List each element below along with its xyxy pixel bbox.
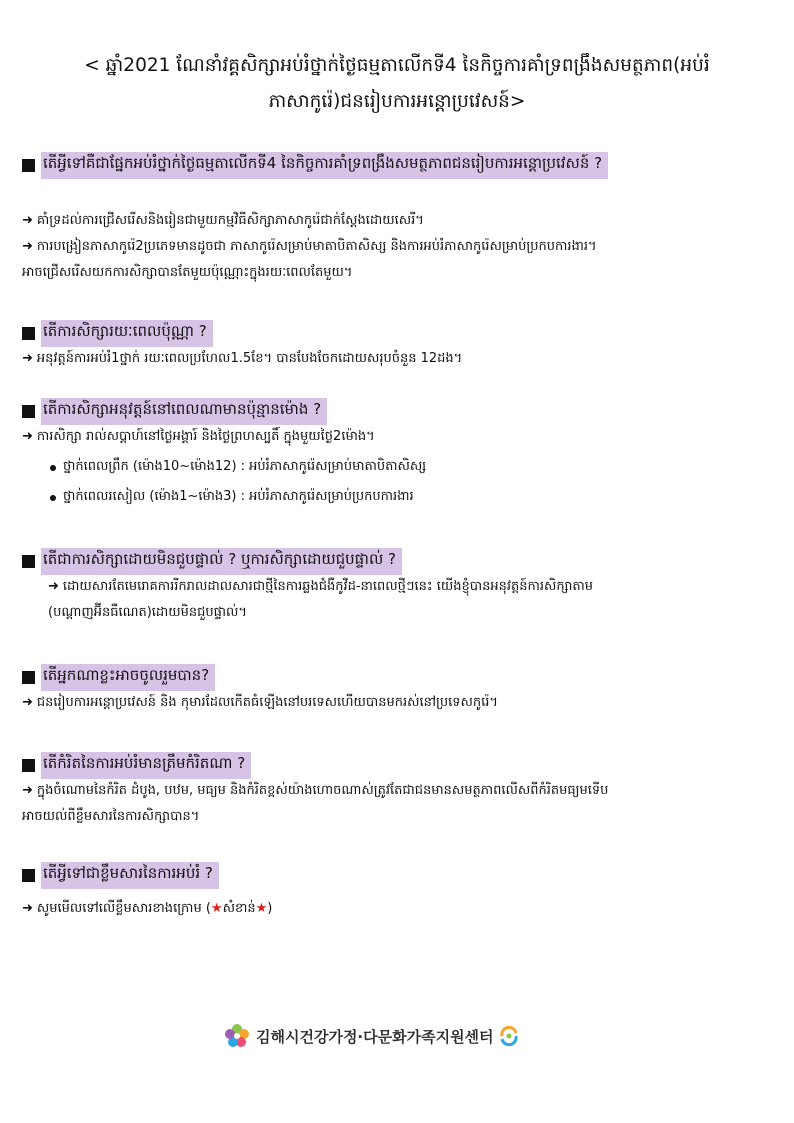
square-bullet-icon <box>22 671 35 684</box>
bullet-dot-icon <box>50 495 56 501</box>
question-text: តើកំរិតនៃការអប់រំមានត្រឹមកំរិតណា <box>43 754 233 772</box>
org-logo <box>222 1020 520 1052</box>
question-highlight <box>41 152 608 179</box>
answer-line: ➜ ការបង្រៀនភាសាកូរ៉េ2ប្រភេទមានដូចជា ភាសាកូរ៉េសម្រាប់មាតាបិតាសិស្ស និងការអប់រំភាសាកូរ៉េសម្រាប់ប្រកបការងារ។ <box>22 239 597 254</box>
answer-line: ➜ អនុវត្តន៍ការអប់រំ1ថ្នាក់ រយៈពេលប្រហែល1.5ខែ។ បានបែងចែកដោយសរុបចំនួន 12ដង។ <box>22 351 463 366</box>
question-text: តើការសិក្សារយៈពេលប៉ុណ្ណា <box>43 322 194 340</box>
question-text: តើអ្វីទៅគឺជាផ្នែកអប់រំថ្នាក់ថ្ងៃធម្មតាលើកទី4 នៃកិច្ចការគាំទ្រពង្រឹងសមត្ថភាពជនរៀបការអន្តោប្រវេសន៍ <box>43 154 590 172</box>
section-2-heading <box>22 320 213 347</box>
section-3-heading <box>22 398 327 425</box>
answer-line: ➜ ជនរៀបការអន្តោប្រវេសន៍ និង កុមារដែលកើតធំឡើងនៅបរទេសហើយបានមករស់នៅប្រទេសកូរ៉េ។ <box>22 695 498 710</box>
arrow-icon: ➜ <box>22 239 33 254</box>
list-item: ថ្នាក់ពេលរសៀល (ម៉ោង1~ម៉ោង3) : អប់រំភាសាកូរ៉េសម្រាប់ប្រកបការងារ <box>50 488 414 507</box>
title-line-2: ភាសាកូរ៉េ)ជនរៀបការអន្តោប្រវេសន៍> <box>268 91 526 112</box>
question-highlight <box>41 320 213 347</box>
arrow-icon: ➜ <box>22 429 33 444</box>
section-4-body <box>48 574 762 626</box>
question-mark: ? <box>313 400 322 418</box>
answer-line: អាចយល់ពីខ្លឹមសារនៃការសិក្សាបាន។ <box>22 809 200 824</box>
square-bullet-icon <box>22 759 35 772</box>
square-bullet-icon <box>22 327 35 340</box>
answer-line: ➜ ការសិក្សា រាល់សប្តាហ៍នៅថ្ងៃអង្គារ៍ និងថ្ងៃព្រហស្បតិ៍ ក្នុងមួយថ្ងៃ2ម៉ោង។ <box>22 429 375 444</box>
section-1-heading <box>22 152 608 179</box>
section-5-heading <box>22 664 215 691</box>
star-icon: ★ <box>255 901 268 916</box>
question-mark: ? <box>237 754 246 772</box>
section-7-body <box>22 896 762 922</box>
question-highlight <box>41 664 215 691</box>
section-1-body <box>22 208 762 286</box>
section-6-heading <box>22 752 251 779</box>
square-bullet-icon <box>22 159 35 172</box>
square-bullet-icon <box>22 555 35 568</box>
circle-logo-icon <box>498 1025 520 1047</box>
answer-line: ➜ គាំទ្រដល់ការជ្រើសរើសនិងរៀនជាមួយកម្មវិធីសិក្សាភាសាកូរ៉េជាក់ស្តែងដោយសេរី។ <box>22 213 424 228</box>
bullet-dot-icon <box>50 465 56 471</box>
question-mark: ? <box>198 322 207 340</box>
section-4-heading <box>22 548 402 575</box>
flower-logo-icon <box>222 1021 252 1051</box>
answer-line: ➜ ក្នុងចំណោមនៃកំរិត ដំបូង, បឋម, មធ្យម និងកំរិតខ្ពស់យ៉ាងហោចណាស់ត្រូវតែជាជនមានសមត្ថភាពលើសពីកំរិតមធ្យមទើប <box>22 783 609 798</box>
question-mark-2: ? <box>388 550 396 568</box>
org-name: 김해시건강가정·다문화가족지원센터 <box>256 1027 494 1046</box>
arrow-icon: ➜ <box>22 213 33 228</box>
list-item: ថ្នាក់ពេលព្រឹក (ម៉ោង10~ម៉ោង12) : អប់រំភាសាកូរ៉េសម្រាប់មាតាបិតាសិស្ស <box>50 458 426 477</box>
section-5-body <box>22 690 762 716</box>
document-title <box>40 48 754 120</box>
question-text: តើអ្នកណាខ្លះអាចចូលរួមបាន? <box>43 666 210 684</box>
answer-line: ➜ សូមមើលទៅលើខ្លឹមសារខាងក្រោម (★សំខាន់★) <box>22 901 273 916</box>
section-6-body <box>22 778 762 830</box>
question-mark: ? <box>594 154 603 172</box>
question-text: តើការសិក្សាអនុវត្តន៍នៅពេលណាមានប៉ុន្មានម៉ោង <box>43 400 309 418</box>
question-mark: ? <box>204 864 213 882</box>
question-highlight <box>41 398 327 425</box>
question-text: តើអ្វីទៅជាខ្លឹមសារនៃការអប់រំ <box>43 864 201 882</box>
title-line-1: < ឆ្នាំ2021 ណែនាំវគ្គសិក្សាអប់រំថ្នាក់ថ្ងៃធម្មតាលើកទី4 នៃកិច្ចការគាំទ្រពង្រឹងសមត្ថភាព(អប់រំ <box>84 55 710 76</box>
square-bullet-icon <box>22 869 35 882</box>
arrow-icon: ➜ <box>48 579 59 594</box>
arrow-icon: ➜ <box>22 695 33 710</box>
question-text: តើជាការសិក្សាដោយមិនជួបផ្ទាល់ <box>43 550 224 568</box>
arrow-icon: ➜ <box>22 783 33 798</box>
question-highlight <box>41 548 402 575</box>
square-bullet-icon <box>22 405 35 418</box>
star-icon: ★ <box>210 901 223 916</box>
question-text-2: ឬការសិក្សាដោយជួបផ្ទាល់ <box>240 550 384 568</box>
section-3-body <box>22 424 762 450</box>
question-mark: ? <box>228 550 237 568</box>
answer-line: ➜ ដោយសារតែមេរោគការរីករាលដាលសារជាថ្មីនៃការឆ្លងជំងឺកូវីដ-នាពេលថ្មីៗនេះ យើងខ្ញុំបានអនុវត្តន៍ការសិក្សាតាម <box>48 579 594 594</box>
arrow-icon: ➜ <box>22 351 33 366</box>
section-2-body <box>22 346 762 372</box>
question-highlight <box>41 752 251 779</box>
section-7-heading <box>22 862 219 889</box>
question-highlight <box>41 862 219 889</box>
answer-line: (បណ្តាញអ៊ីនធឺណេត)ដោយមិនជួបផ្ទាល់។ <box>48 605 247 620</box>
arrow-icon: ➜ <box>22 901 33 916</box>
answer-line: អាចជ្រើសរើសយកការសិក្សាបានតែមួយប៉ុណ្ណោះក្នុងរយៈពេលតែមួយ។ <box>22 265 353 280</box>
